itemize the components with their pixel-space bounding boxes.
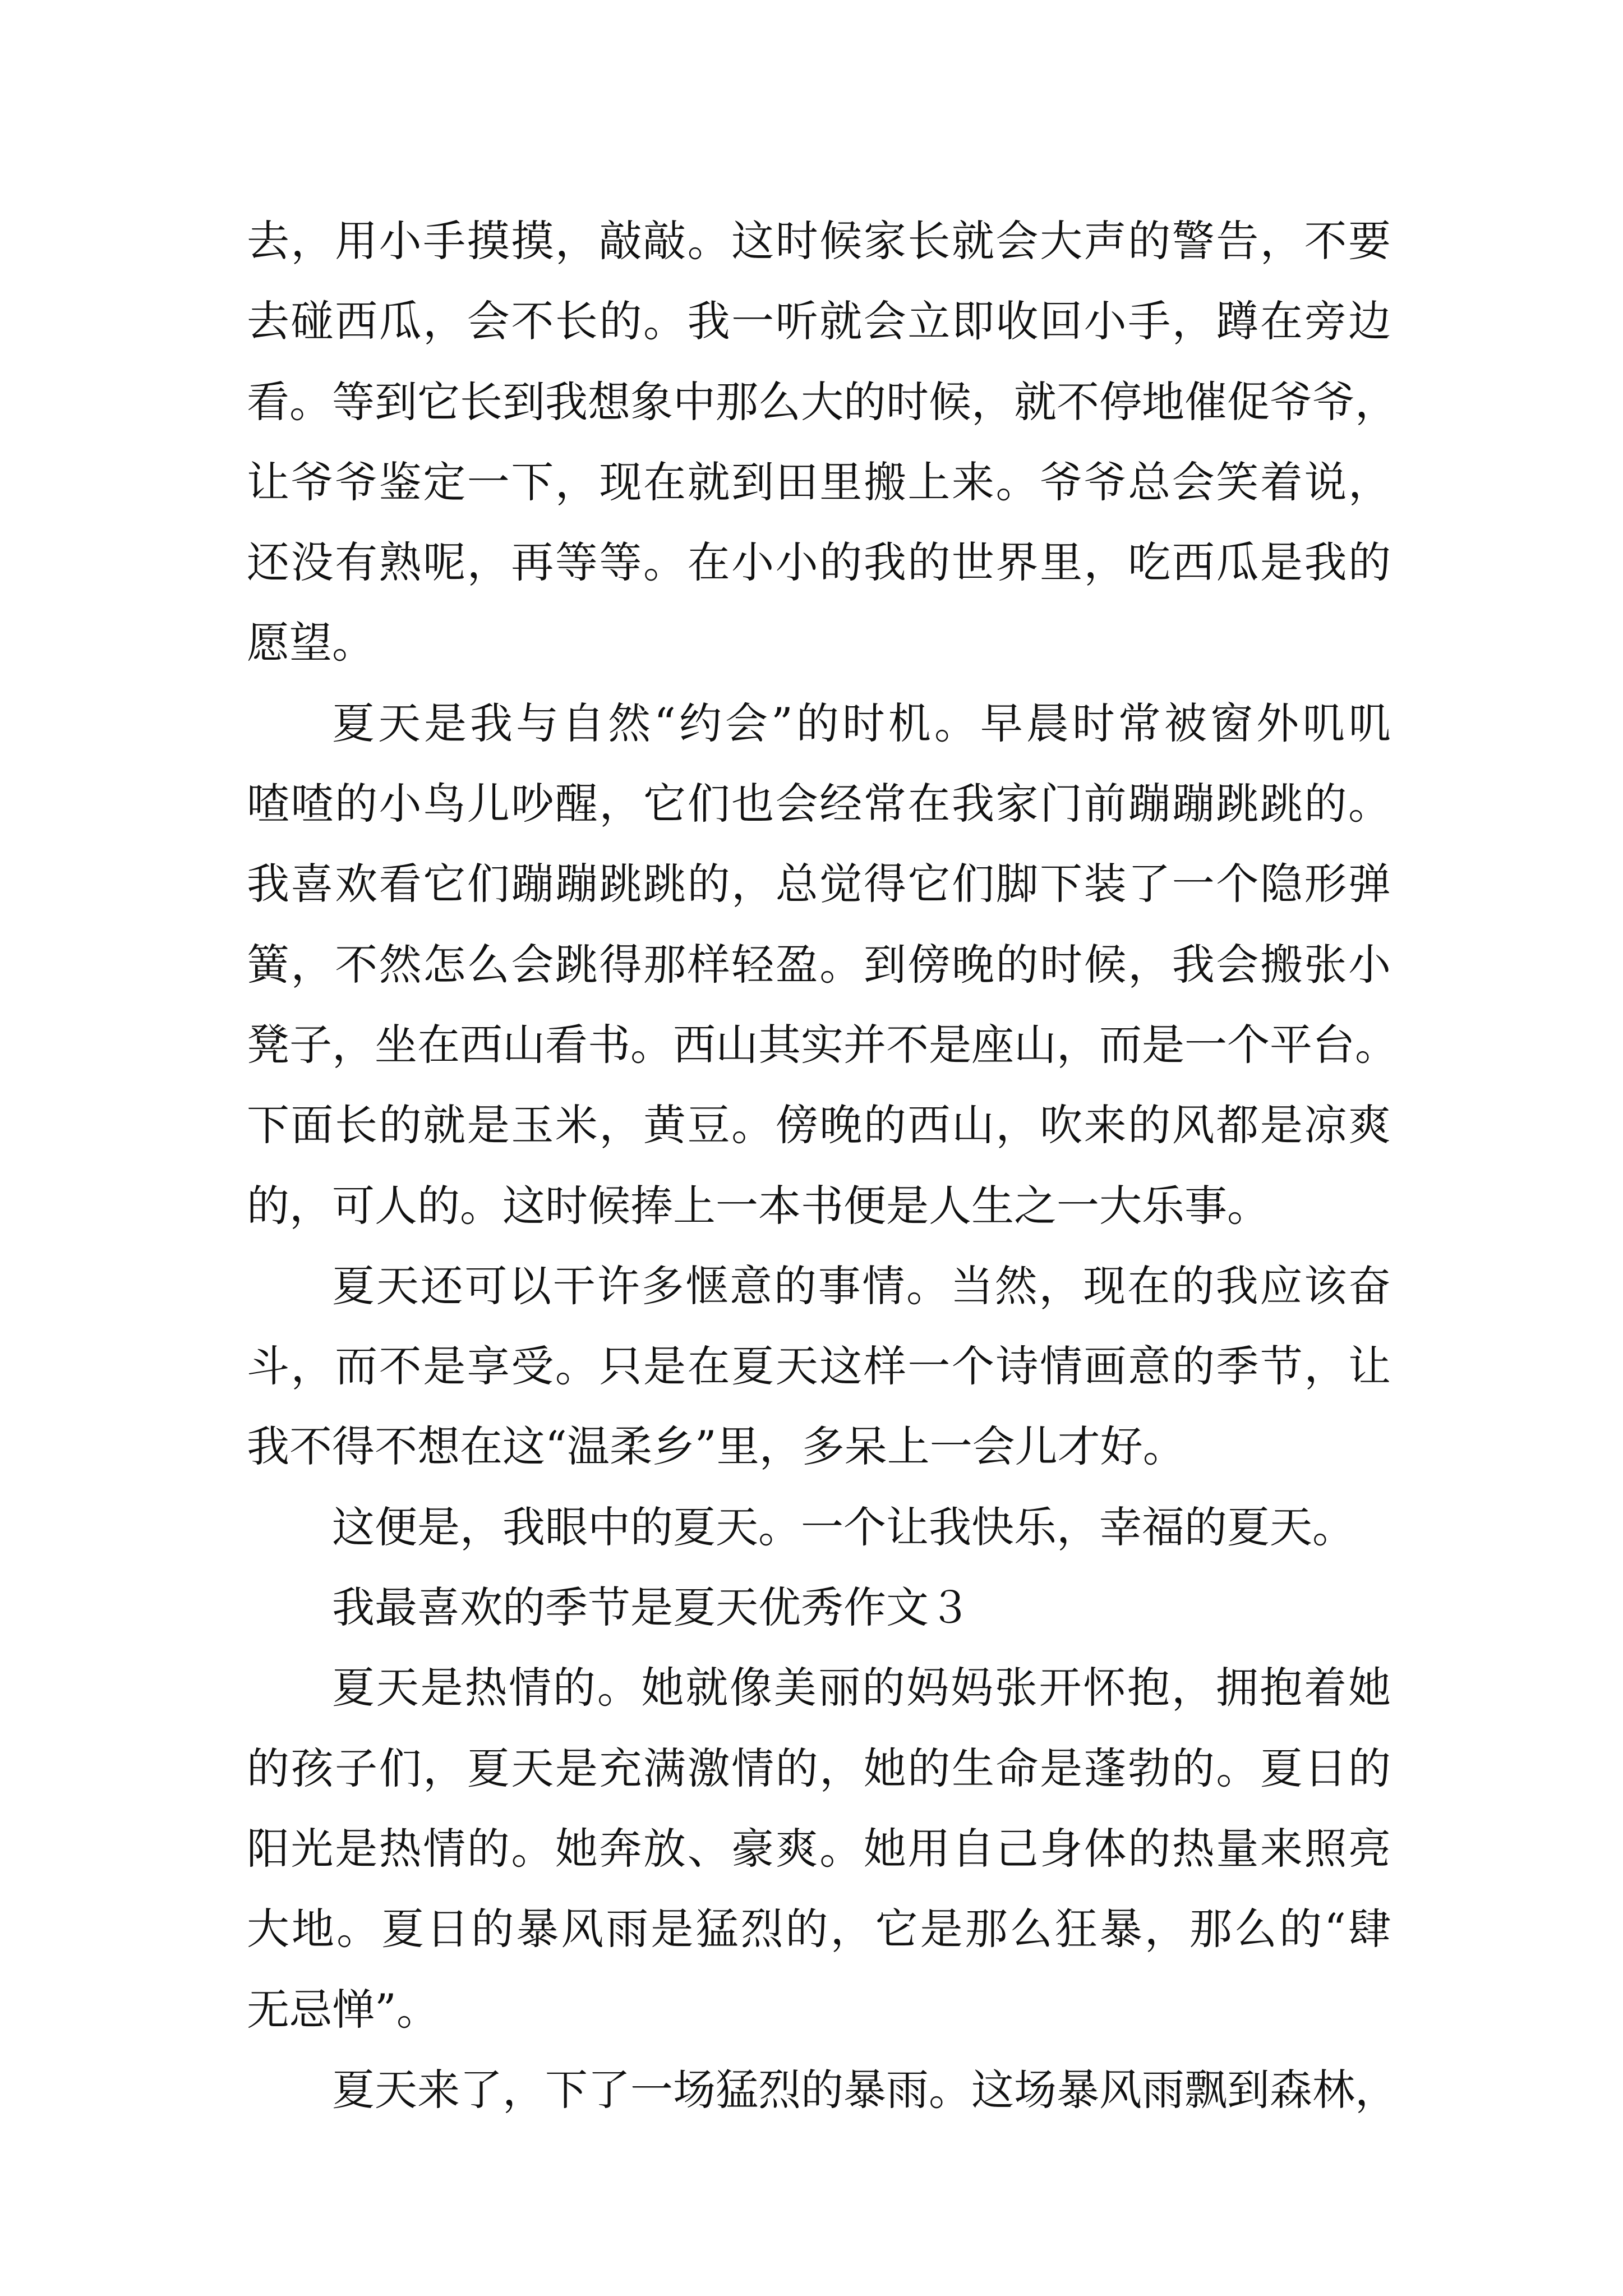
text-line: 喳喳的小鸟儿吵醒，它们也会经常在我家门前蹦蹦跳跳的。 [247, 779, 1391, 829]
text-line: 大地。夏日的暴风雨是猛烈的，它是那么狂暴，那么的“肆 [247, 1904, 1391, 1954]
text-line: 凳子，坐在西山看书。西山其实并不是座山，而是一个平台。 [247, 1019, 1398, 1070]
text-line: 的孩子们，夏天是充满激情的，她的生命是蓬勃的。夏日的 [247, 1743, 1391, 1793]
text-line: 夏天是我与自然“约会”的时机。早晨时常被窗外叽叽 [332, 698, 1391, 748]
text-line: 让爷爷鉴定一下，现在就到田里搬上来。爷爷总会笑着说， [247, 457, 1391, 507]
text-line: 这便是，我眼中的夏天。一个让我快乐，幸福的夏天。 [332, 1502, 1355, 1552]
text-line: 看。等到它长到我想象中那么大的时候，就不停地催促爷爷， [247, 376, 1398, 427]
text-line: 无忌惮”。 [247, 1984, 439, 2035]
text-line: 愿望。 [247, 618, 375, 668]
text-line: 的，可人的。这时候捧上一本书便是人生之一大乐事。 [247, 1180, 1270, 1231]
text-line: 我最喜欢的季节是夏天优秀作文３ [332, 1582, 971, 1633]
text-line: 下面长的就是玉米，黄豆。傍晚的西山，吹来的风都是凉爽 [247, 1100, 1391, 1151]
text-line: 去，用小手摸摸，敲敲。这时候家长就会大声的警告，不要 [247, 216, 1391, 266]
text-line: 我不得不想在这“温柔乡”里，多呆上一会儿才好。 [247, 1421, 1186, 1472]
text-line: 斗，而不是享受。只是在夏天这样一个诗情画意的季节，让 [247, 1341, 1391, 1392]
text-line: 去碰西瓜，会不长的。我一听就会立即收回小手，蹲在旁边 [247, 296, 1391, 347]
text-line: 我喜欢看它们蹦蹦跳跳的，总觉得它们脚下装了一个隐形弹 [247, 859, 1391, 909]
text-line: 夏天还可以干许多惬意的事情。当然，现在的我应该奋 [332, 1260, 1391, 1311]
text-line: 夏天是热情的。她就像美丽的妈妈张开怀抱，拥抱着她 [332, 1663, 1391, 1713]
document-body-text [247, 201, 1398, 2130]
text-line: 簧，不然怎么会跳得那样轻盈。到傍晚的时候，我会搬张小 [247, 939, 1391, 990]
text-line: 还没有熟呢，再等等。在小小的我的世界里，吃西瓜是我的 [247, 537, 1391, 588]
text-line: 夏天来了，下了一场猛烈的暴雨。这场暴风雨飘到森林， [332, 2064, 1398, 2115]
text-line: 阳光是热情的。她奔放、豪爽。她用自己身体的热量来照亮 [247, 1823, 1391, 1874]
